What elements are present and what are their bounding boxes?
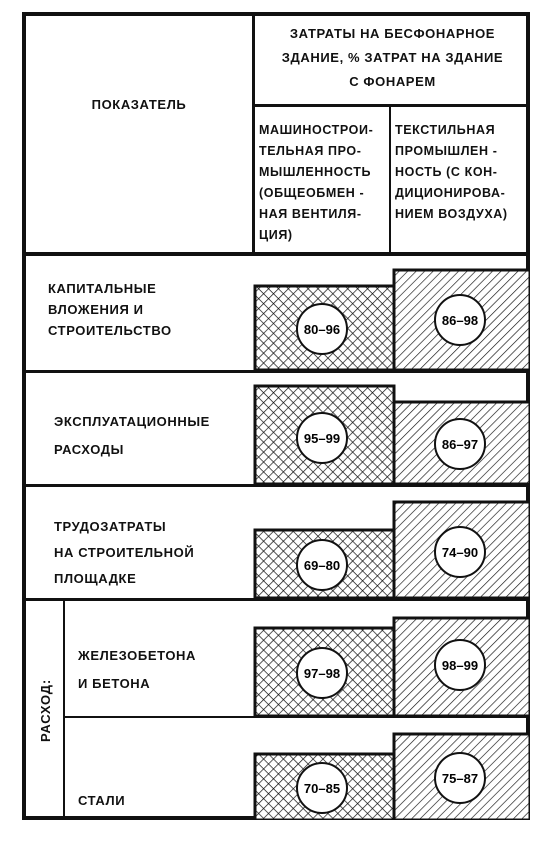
indicator-header: ПОКАЗАТЕЛЬ — [91, 97, 187, 112]
svg-text:86–98: 86–98 — [441, 313, 479, 328]
expense-group-label: РАСХОД: — [37, 678, 53, 742]
row-label-concrete: ЖЕЛЕЗОБЕТОНА И БЕТОНА — [78, 648, 197, 691]
row-label-capital: КАПИТАЛЬНЫЕ ВЛОЖЕНИЯ И СТРОИТЕЛЬСТВО — [48, 281, 172, 338]
svg-text:75–87: 75–87 — [441, 771, 479, 786]
block-operating-textile — [394, 402, 530, 484]
comparison-table — [22, 12, 530, 820]
svg-text:80–96: 80–96 — [303, 322, 341, 337]
svg-text:69–80: 69–80 — [303, 558, 341, 573]
row-label-steel: СТАЛИ — [78, 793, 126, 808]
textile-industry-header: ТЕКСТИЛЬНАЯ ПРОМЫШЛЕН - НОСТЬ (С КОН- ДИЦИОНИРОВА- НИЕМ ВОЗДУХА) — [395, 123, 508, 221]
block-steel-machine — [255, 754, 394, 820]
svg-text:86–97: 86–97 — [441, 437, 479, 452]
row-label-labor: ТРУДОЗАТРАТЫ НА СТРОИТЕЛЬНОЙ ПЛОЩАДКЕ — [54, 519, 195, 586]
block-labor-machine — [255, 530, 394, 598]
svg-text:97–98: 97–98 — [303, 666, 341, 681]
block-concrete-machine — [255, 628, 394, 716]
row-label-operating: ЭКСПЛУАТАЦИОННЫЕ РАСХОДЫ — [54, 414, 210, 457]
costs-header-title: ЗАТРАТЫ НА БЕСФОНАРНОЕ ЗДАНИЕ, % ЗАТРАТ НА ЗДАНИЕ С ФОНАРЕМ — [281, 26, 504, 89]
block-operating-machine — [255, 386, 394, 484]
block-labor-textile — [394, 502, 530, 598]
svg-text:70–85: 70–85 — [303, 781, 341, 796]
block-steel-textile — [394, 734, 530, 820]
machine-industry-header: МАШИНОСТРОИ- ТЕЛЬНАЯ ПРО- МЫШЛЕННОСТЬ (ОБЩЕОБМЕН - НАЯ ВЕНТИЛЯ- ЦИЯ) — [259, 123, 374, 242]
svg-text:95–99: 95–99 — [303, 431, 341, 446]
svg-text:74–90: 74–90 — [441, 545, 479, 560]
block-capital-machine — [255, 286, 394, 370]
block-capital-textile — [394, 270, 530, 370]
block-concrete-textile — [394, 618, 530, 716]
svg-text:98–99: 98–99 — [441, 658, 479, 673]
hatched-blocks — [26, 16, 530, 820]
